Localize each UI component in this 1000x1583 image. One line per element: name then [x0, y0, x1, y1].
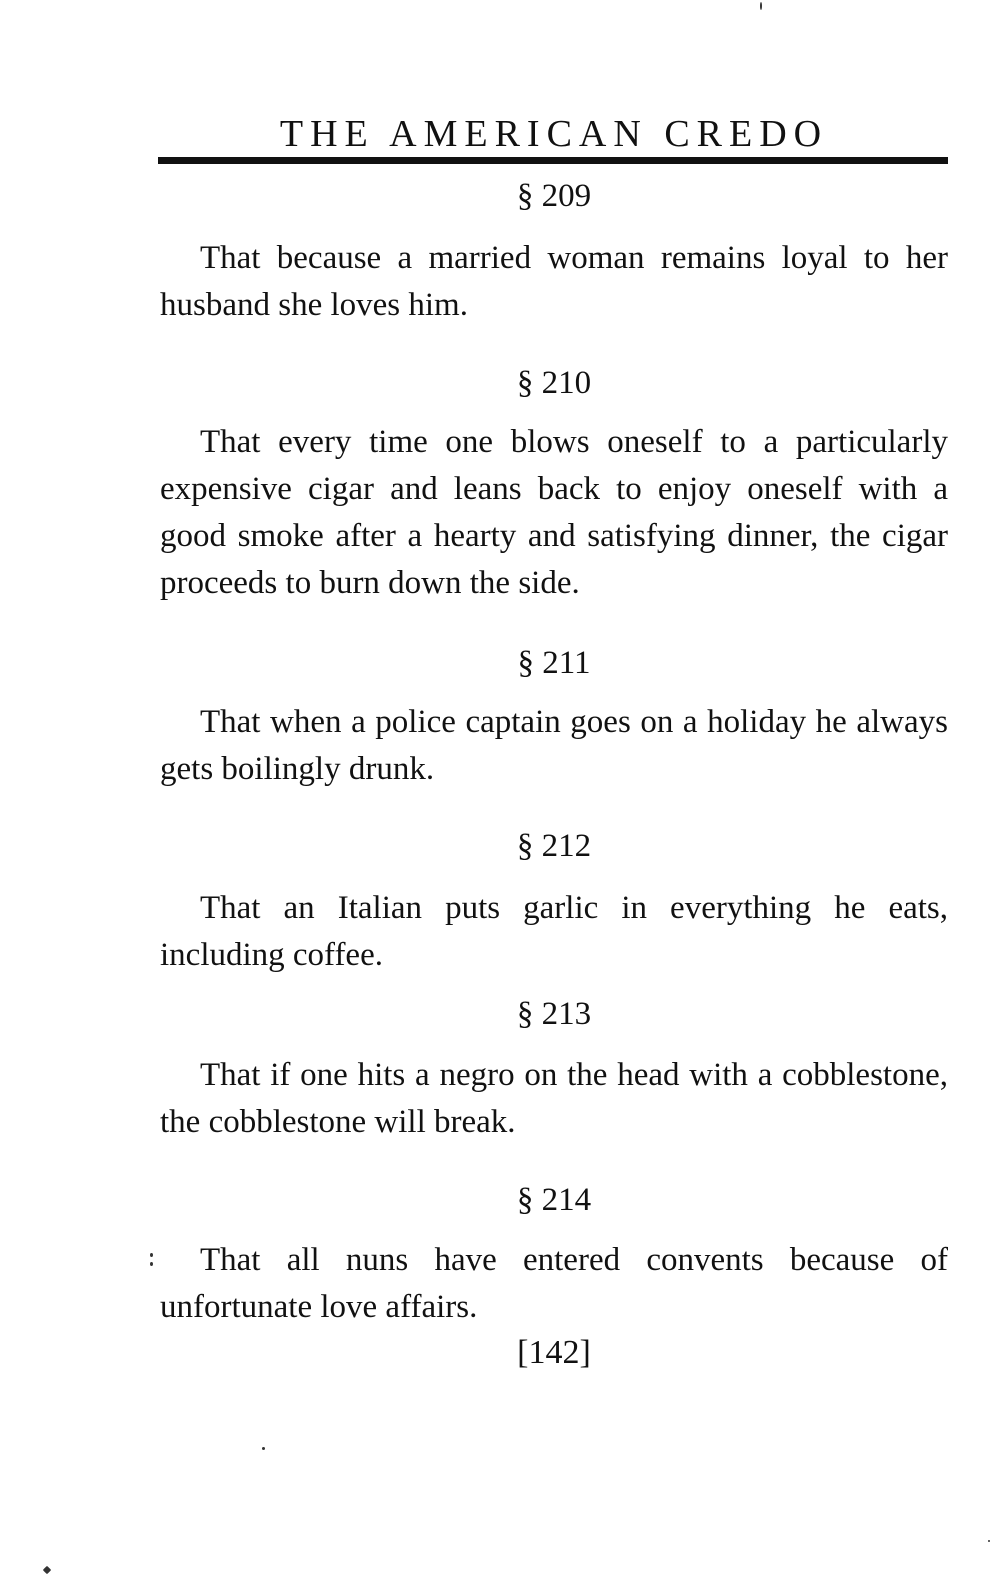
scan-speck	[760, 2, 762, 10]
scan-speck	[43, 1566, 51, 1574]
running-head: THE AMERICAN CREDO	[279, 113, 829, 155]
scan-speck	[150, 1262, 153, 1266]
section-number-210: § 210	[516, 365, 592, 401]
entry-text-211: That when a police captain goes on a holiday he always gets boilingly drunk.	[160, 704, 948, 787]
section-number-209: § 209	[516, 178, 592, 214]
entry-text-210: That every time one blows oneself to a particularly expensive cigar and leans back to enjoy oneself with a good smoke after a hearty and satisfying dinner, the cigar proceeds to burn down the side.	[160, 424, 948, 601]
section-number-214: § 214	[516, 1182, 592, 1218]
section-number-211: § 211	[517, 645, 591, 681]
scan-speck	[988, 1540, 990, 1542]
entry-text-214: That all nuns have entered convents because of unfortunate love affairs.	[160, 1242, 948, 1325]
header-rule	[158, 157, 948, 164]
entry-text-213: That if one hits a negro on the head with a cobblestone, the cobblestone will break.	[160, 1057, 948, 1140]
entry-text-212: That an Italian puts garlic in everything he eats, including coffee.	[160, 890, 948, 973]
entry-text-209: That because a married woman remains loyal to her husband she loves him.	[160, 240, 948, 323]
scan-speck	[262, 1447, 265, 1450]
section-number-212: § 212	[516, 828, 592, 864]
page-number: [142]	[517, 1334, 591, 1371]
section-number-213: § 213	[516, 996, 592, 1032]
scan-speck	[150, 1253, 153, 1257]
